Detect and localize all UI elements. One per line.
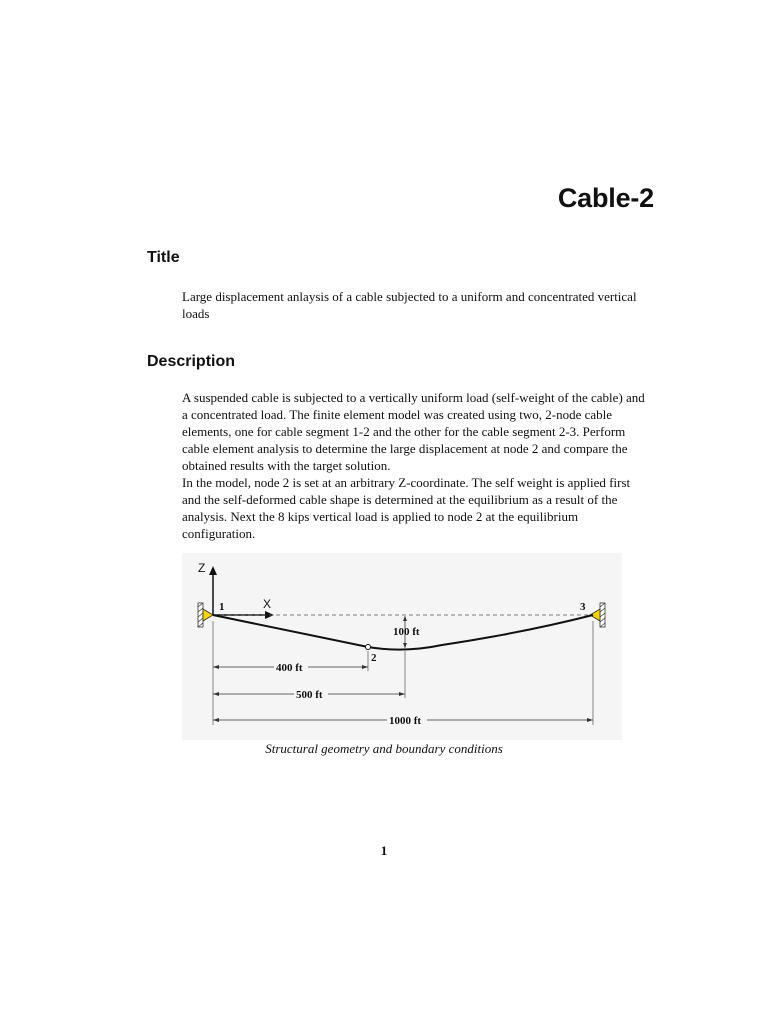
z-axis-label: Z	[198, 561, 206, 575]
dim-1000-label: 1000 ft	[389, 715, 422, 727]
section-heading-title: Title	[147, 249, 180, 266]
dim-400-label: 400 ft	[276, 662, 303, 674]
document-title: Cable-2	[557, 183, 654, 213]
node-1-label: 1	[219, 601, 225, 613]
figure-background	[182, 553, 622, 740]
left-wall	[198, 603, 203, 627]
cable-diagram	[182, 553, 622, 740]
right-wall	[600, 603, 605, 627]
node-2-label: 2	[371, 652, 377, 664]
dim-500-label: 500 ft	[296, 689, 323, 701]
node-2-marker	[366, 645, 371, 650]
title-text: Large displacement anlaysis of a cable subjected to a uniform and concentrated vertical loads	[182, 289, 637, 321]
figure-caption: Structural geometry and boundary conditions	[265, 741, 503, 756]
section-heading-description: Description	[147, 353, 236, 370]
x-axis-label: X	[263, 597, 272, 611]
node-3-label: 3	[580, 601, 586, 613]
cable-figure	[182, 553, 622, 740]
sag-label: 100 ft	[393, 626, 420, 638]
description-paragraph-1: A suspended cable is subjected to a vertically uniform load (self-weight of the cable) and a concentrated load. The finite element model was created using two, 2-node cable elements, one for cable segment 1-2 and the other for the cable segment 2-3. Perform cable element analysis to determine the large displacement at node 2 and compare the obtained results with the target solution.	[182, 390, 645, 473]
page-number: 1	[380, 843, 388, 858]
description-paragraph-2: In the model, node 2 is set at an arbitrary Z-coordinate. The self weight is applied first and the self-deformed cable shape is determined at the equilibrium as a result of the analysis. Next the 8 kips vertical load is applied to node 2 at the equilibrium configuration.	[182, 475, 631, 541]
